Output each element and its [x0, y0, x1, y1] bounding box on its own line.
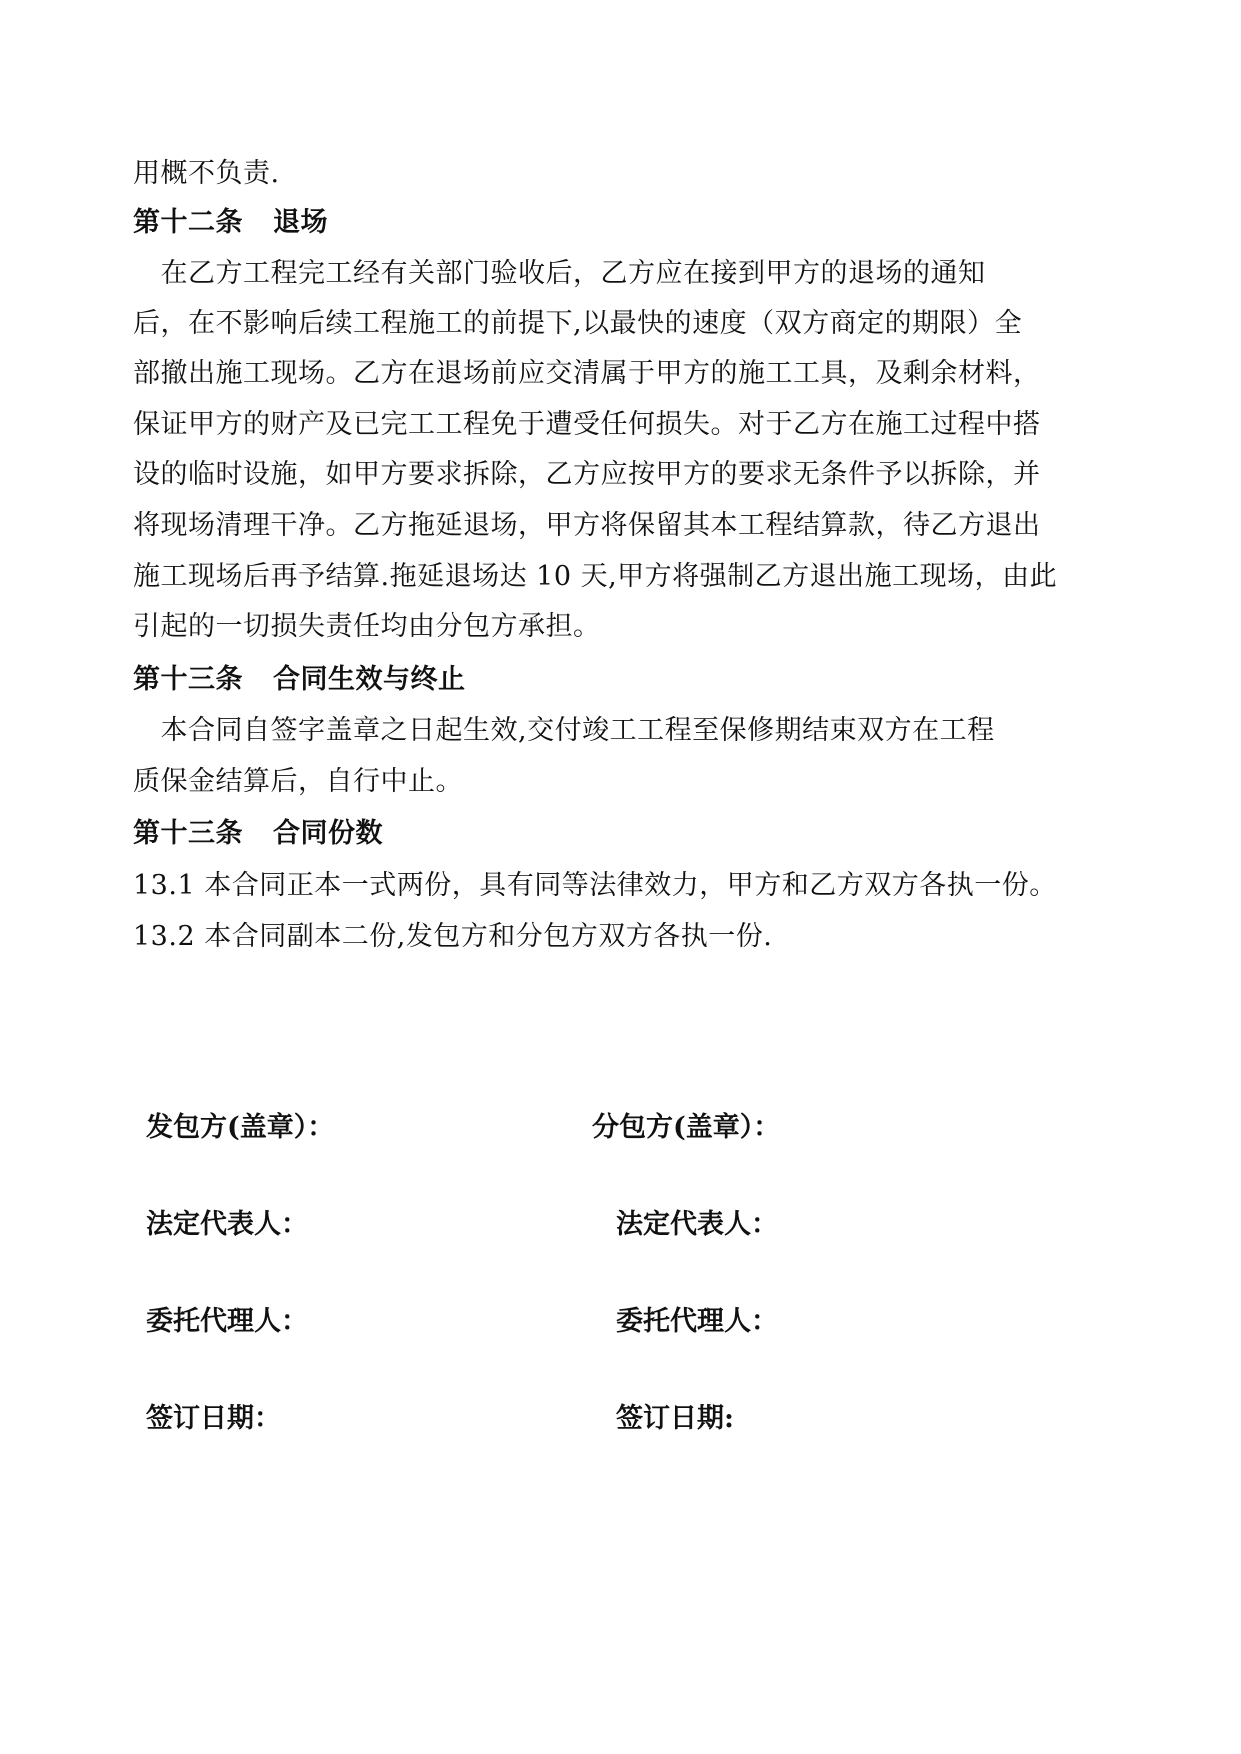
right-party-label: 分包方(盖章）： — [592, 1112, 781, 1143]
body-line: 将现场清理干净。乙方拖延退场，甲方将保留其本工程结算款，待乙方退出 — [133, 510, 1041, 541]
article-number: 第十三条 — [133, 664, 243, 695]
body-line: 保证甲方的财产及已完工工程免于遭受任何损失。对于乙方在施工过程中搭 — [133, 409, 1041, 440]
article-12-heading — [133, 197, 1058, 249]
left-agent-label: 委托代理人： — [146, 1306, 308, 1337]
article-title: 合同份数 — [273, 818, 383, 849]
body-line: 13.2 本合同副本二份,发包方和分包方双方各执一份. — [133, 921, 773, 952]
body-line: 用概不负责. — [133, 158, 280, 189]
body-line: 13.1 本合同正本一式两份，具有同等法律效力，甲方和乙方双方各执一份。 — [133, 870, 1057, 901]
right-agent-label: 委托代理人： — [616, 1306, 778, 1337]
article-13b-heading — [133, 808, 1058, 860]
right-legal-rep-label: 法定代表人： — [616, 1209, 778, 1240]
left-date-label: 签订日期： — [146, 1403, 281, 1434]
body-line: 在乙方工程完工经有关部门验收后，乙方应在接到甲方的退场的通知 — [133, 258, 986, 289]
body-line: 本合同自签字盖章之日起生效,交付竣工工程至保修期结束双方在工程 — [133, 715, 995, 746]
left-party-label: 发包方(盖章）： — [146, 1112, 335, 1143]
body-line: 设的临时设施，如甲方要求拆除，乙方应按甲方的要求无条件予以拆除，并 — [133, 459, 1041, 490]
body-line: 引起的一切损失责任均由分包方承担。 — [133, 611, 601, 642]
body-line: 部撤出施工现场。乙方在退场前应交清属于甲方的施工工具，及剩余材料， — [133, 358, 1041, 389]
body-line: 质保金结算后，自行中止。 — [133, 766, 463, 797]
article-title: 合同生效与终止 — [273, 664, 466, 695]
article-number: 第十三条 — [133, 818, 243, 849]
article-13-heading — [133, 654, 1058, 706]
body-line: 施工现场后再予结算.拖延退场达 10 天,甲方将强制乙方退出施工现场，由此 — [133, 561, 1058, 592]
article-number: 第十二条 — [133, 207, 243, 238]
body-line: 后，在不影响后续工程施工的前提下,以最快的速度（双方商定的期限）全 — [133, 308, 1023, 339]
article-title: 退场 — [273, 207, 328, 238]
right-date-label: 签订日期: — [616, 1403, 734, 1434]
left-legal-rep-label: 法定代表人： — [146, 1209, 308, 1240]
